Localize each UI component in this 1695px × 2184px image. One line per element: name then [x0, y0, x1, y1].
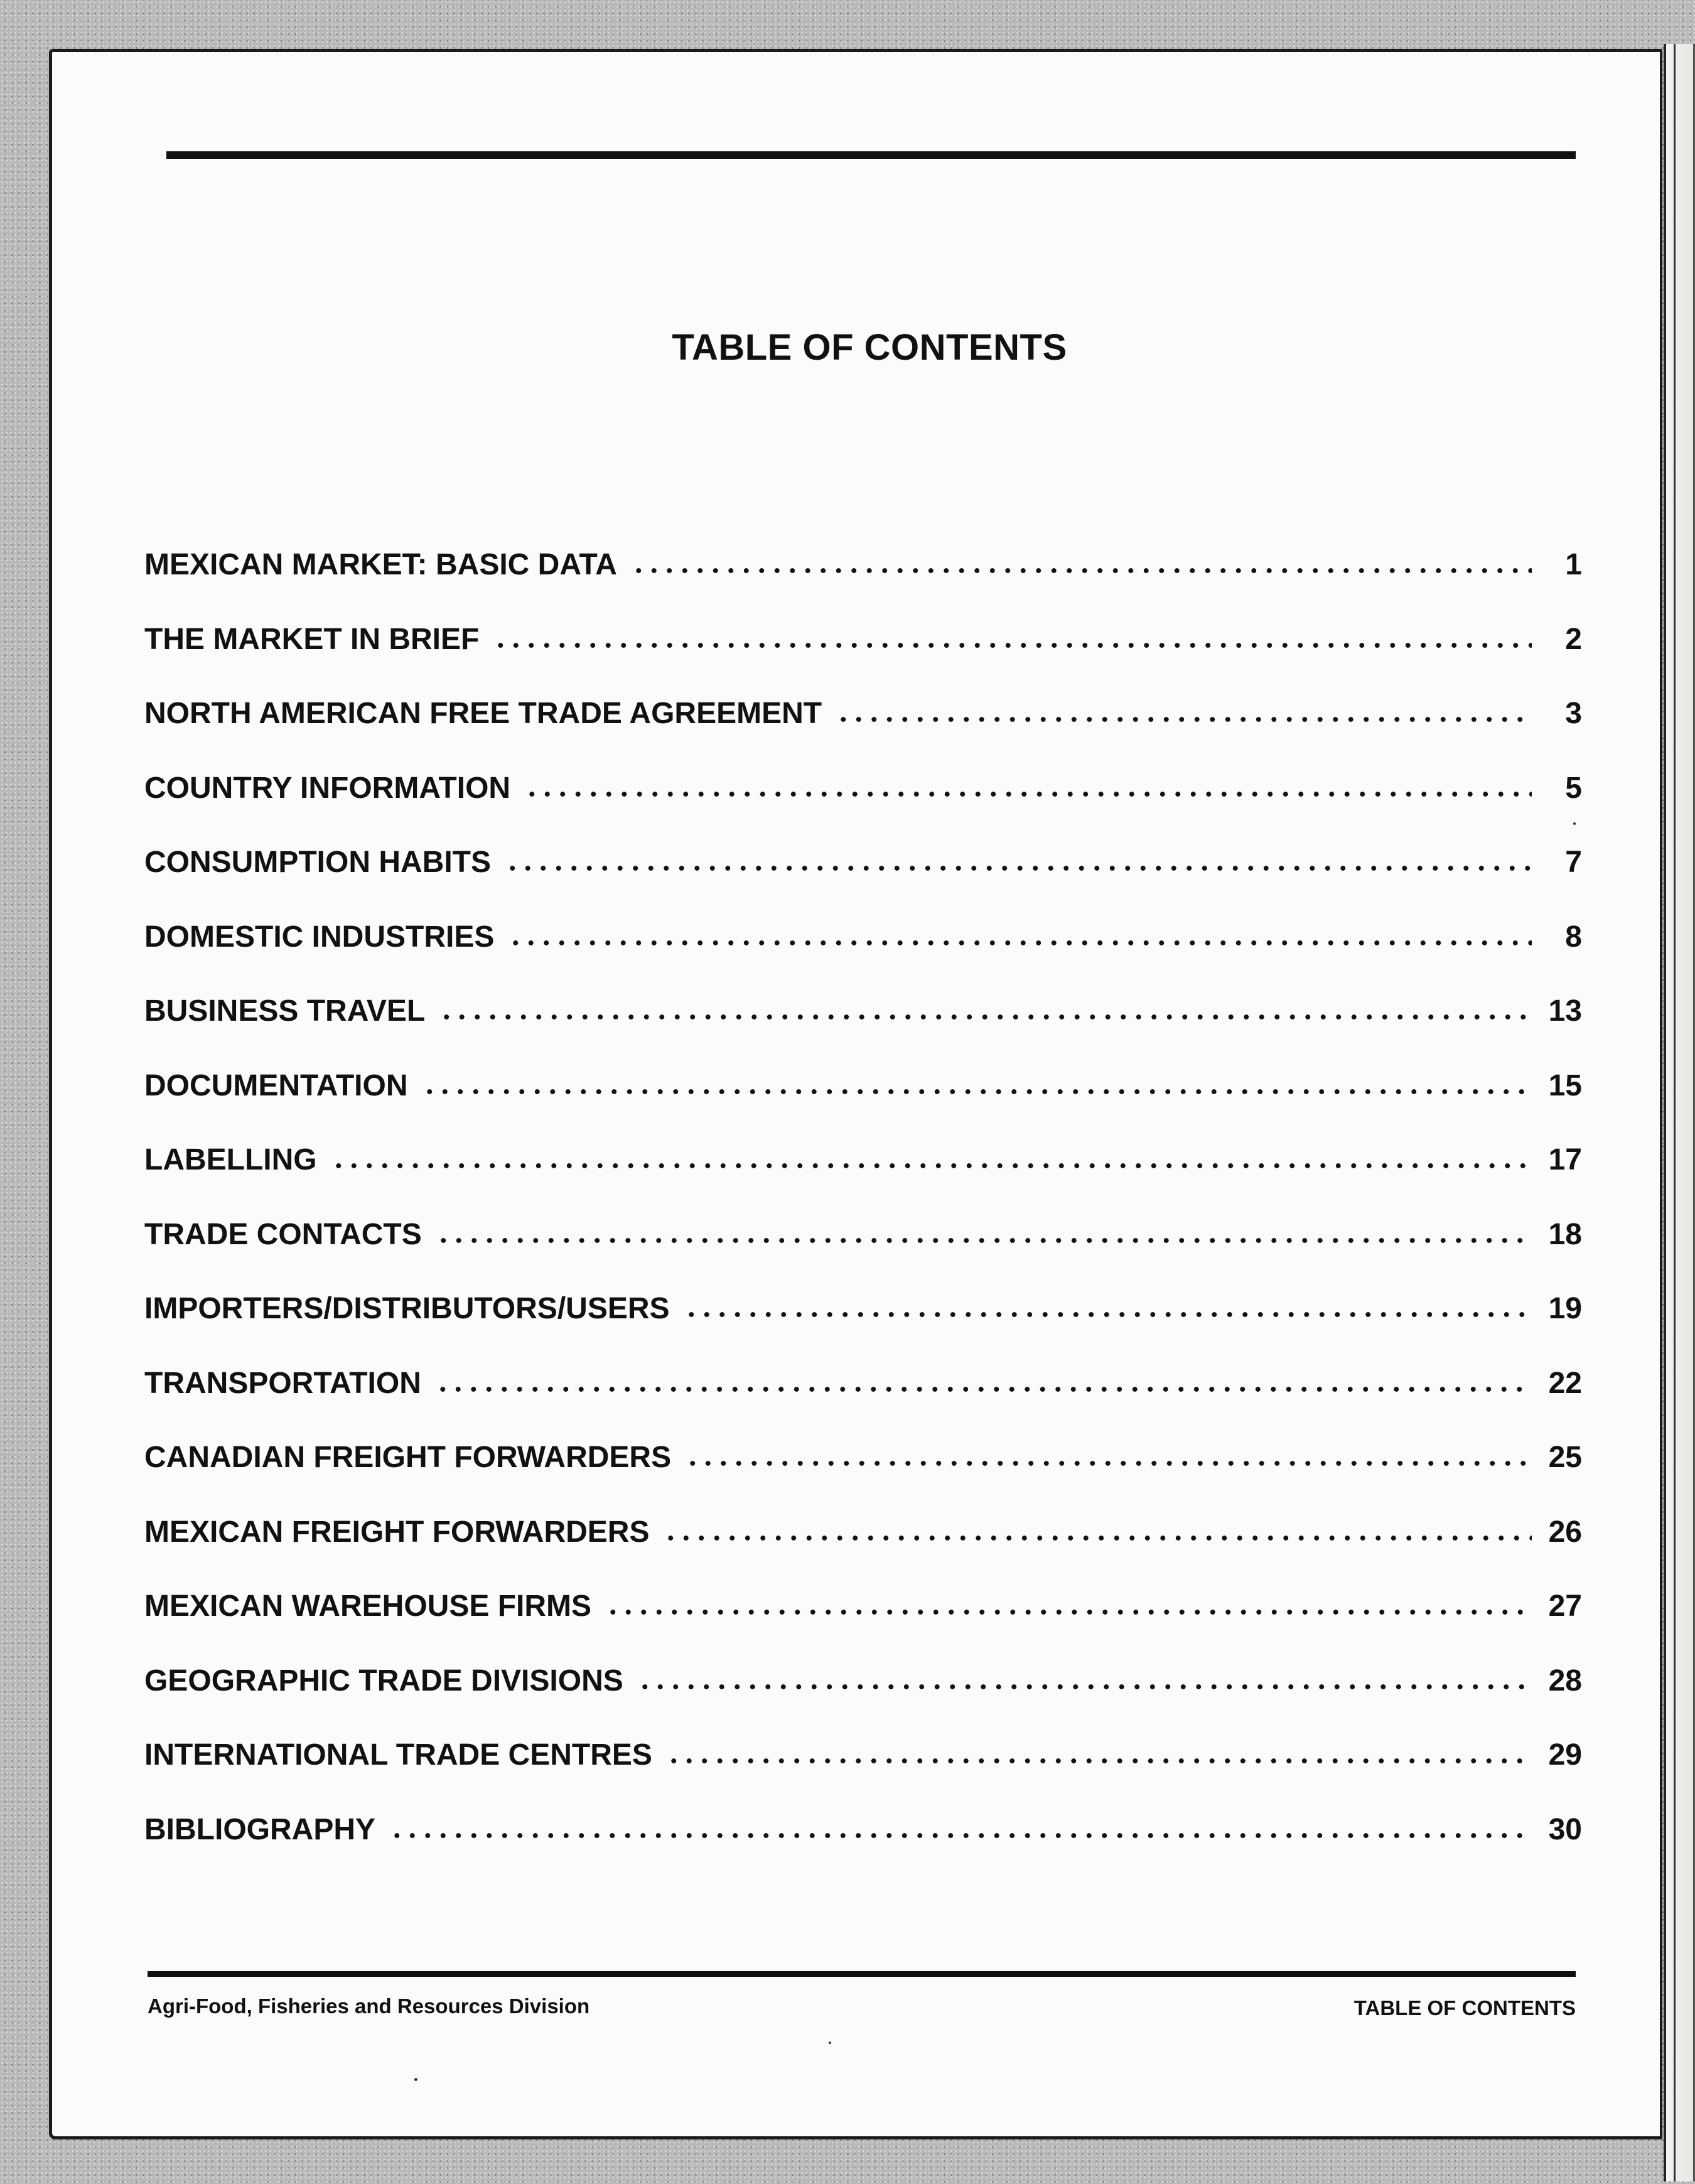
toc-entry-page: 25	[1548, 1441, 1582, 1474]
toc-entry-page: 8	[1565, 920, 1582, 954]
toc-entry-page: 18	[1548, 1217, 1582, 1251]
dot-leader	[422, 1089, 1532, 1094]
dot-leader	[493, 643, 1532, 648]
toc-entry-page: 22	[1548, 1366, 1582, 1400]
toc-entry-page: 13	[1548, 994, 1582, 1028]
toc-entry	[144, 1589, 1582, 1664]
toc-entry-label: DOMESTIC INDUSTRIES	[144, 920, 495, 954]
scan-speck	[414, 2078, 417, 2081]
toc-entry	[144, 1291, 1582, 1366]
toc-entry-page: 17	[1548, 1143, 1582, 1176]
toc-entry-page: 26	[1548, 1515, 1582, 1549]
toc-entry	[144, 1217, 1582, 1292]
dot-leader	[435, 1387, 1532, 1392]
dot-leader	[663, 1536, 1532, 1541]
header-rule	[166, 151, 1576, 159]
toc-entry	[144, 1664, 1582, 1738]
scan-speck	[829, 2041, 831, 2044]
dot-leader	[631, 568, 1532, 573]
toc-entry-label: THE MARKET IN BRIEF	[144, 622, 480, 656]
toc-entry-label: CONSUMPTION HABITS	[144, 846, 491, 879]
footer-section-name: TABLE OF CONTENTS	[1353, 1996, 1576, 2020]
toc-entry-page: 2	[1565, 622, 1582, 656]
dot-leader	[331, 1163, 1532, 1168]
dot-leader	[389, 1833, 1532, 1838]
toc-entry-label: CANADIAN FREIGHT FORWARDERS	[144, 1441, 672, 1474]
toc-entry	[144, 547, 1582, 622]
toc-entry-label: INTERNATIONAL TRADE CENTRES	[144, 1738, 652, 1772]
toc-entry	[144, 994, 1582, 1068]
toc-entry-label: GEOGRAPHIC TRADE DIVISIONS	[144, 1664, 623, 1697]
dot-leader	[666, 1758, 1532, 1763]
dot-leader	[685, 1461, 1532, 1466]
footer-rule	[148, 1971, 1576, 1977]
table-of-contents-list	[144, 547, 1582, 1886]
toc-entry-label: LABELLING	[144, 1143, 317, 1176]
toc-entry	[144, 622, 1582, 697]
dot-leader	[605, 1610, 1532, 1615]
toc-entry	[144, 1068, 1582, 1143]
toc-entry	[144, 1515, 1582, 1590]
page-title: TABLE OF CONTENTS	[672, 327, 1067, 368]
toc-entry	[144, 920, 1582, 994]
toc-entry	[144, 1812, 1582, 1887]
dot-leader	[524, 792, 1532, 797]
toc-entry-page: 1	[1565, 548, 1582, 581]
toc-entry-label: BUSINESS TRAVEL	[144, 994, 426, 1028]
toc-entry-page: 27	[1548, 1590, 1582, 1623]
toc-entry-page: 19	[1548, 1292, 1582, 1325]
dot-leader	[836, 717, 1532, 722]
toc-entry	[144, 1440, 1582, 1515]
toc-entry	[144, 845, 1582, 920]
toc-entry-page: 30	[1548, 1812, 1582, 1846]
toc-entry-label: TRANSPORTATION	[144, 1366, 421, 1400]
dot-leader	[436, 1238, 1532, 1243]
dot-leader	[439, 1014, 1532, 1019]
toc-entry-label: COUNTRY INFORMATION	[144, 771, 511, 805]
toc-entry-label: MEXICAN MARKET: BASIC DATA	[144, 548, 617, 581]
dot-leader	[505, 866, 1532, 871]
toc-entry	[144, 771, 1582, 846]
toc-entry-label: TRADE CONTACTS	[144, 1217, 422, 1251]
toc-entry	[144, 1143, 1582, 1217]
toc-entry-page: 15	[1548, 1068, 1582, 1102]
toc-entry-label: IMPORTERS/DISTRIBUTORS/USERS	[144, 1292, 670, 1325]
toc-entry-label: DOCUMENTATION	[144, 1068, 408, 1102]
dot-leader	[508, 940, 1532, 945]
toc-entry-label: MEXICAN FREIGHT FORWARDERS	[144, 1515, 650, 1549]
toc-entry-page: 3	[1565, 697, 1582, 730]
toc-entry	[144, 696, 1582, 771]
toc-entry-page: 28	[1548, 1664, 1582, 1697]
toc-entry-page: 5	[1565, 771, 1582, 805]
dot-leader	[637, 1684, 1532, 1689]
scan-speck	[1573, 822, 1576, 825]
toc-entry-label: BIBLIOGRAPHY	[144, 1812, 376, 1846]
footer-division-name: Agri-Food, Fisheries and Resources Division	[148, 1994, 590, 2018]
toc-entry-label: MEXICAN WAREHOUSE FIRMS	[144, 1590, 592, 1623]
toc-entry-label: NORTH AMERICAN FREE TRADE AGREEMENT	[144, 697, 822, 730]
dot-leader	[684, 1312, 1532, 1317]
toc-entry-page: 29	[1548, 1738, 1582, 1772]
toc-entry	[144, 1738, 1582, 1812]
toc-entry	[144, 1366, 1582, 1441]
toc-entry-page: 7	[1565, 846, 1582, 879]
